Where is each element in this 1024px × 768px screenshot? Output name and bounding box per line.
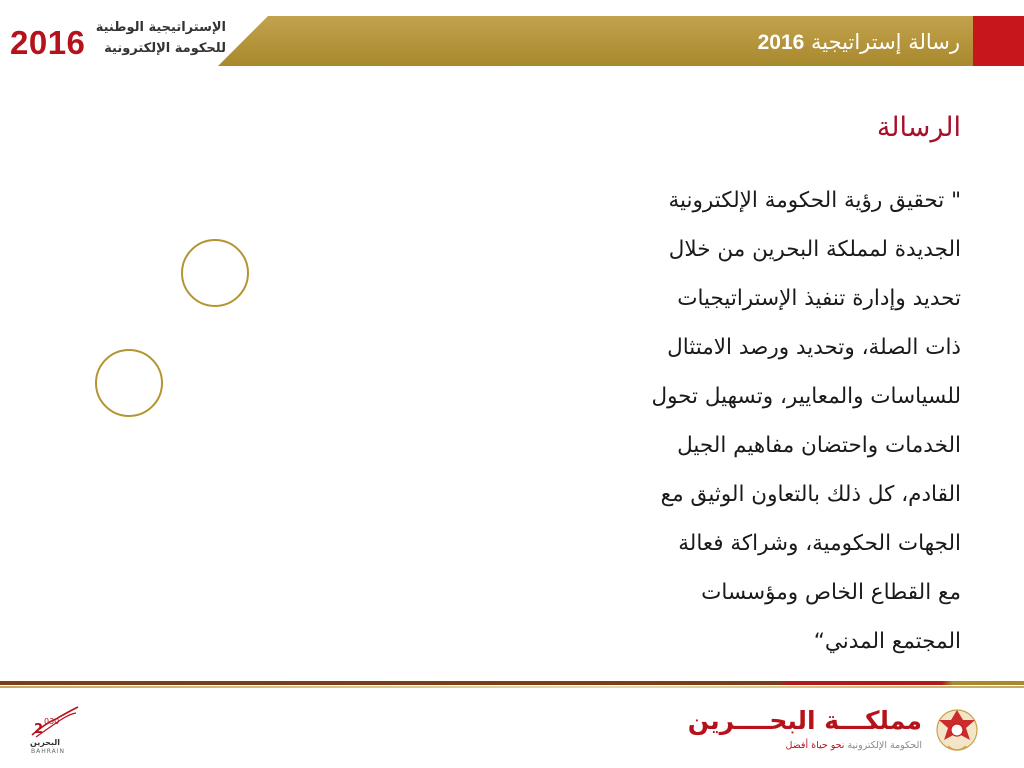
emblem-icon xyxy=(932,702,982,756)
footer-divider xyxy=(0,681,1024,685)
mission-line: الجديدة لمملكة البحرين من خلال xyxy=(668,237,961,262)
mission-line: " تحقيق رؤية الحكومة الإلكترونية xyxy=(668,188,961,213)
mission-line: مع القطاع الخاص ومؤسسات xyxy=(701,580,961,605)
egov-logo xyxy=(687,700,1002,758)
slide-heading: الرسالة xyxy=(876,112,961,143)
logo-line1: الإستراتيجية الوطنية xyxy=(95,20,226,35)
mission-line: الخدمات واحتضان مفاهيم الجيل xyxy=(677,433,961,458)
egov-logo-title: مملكـــة البحــــرين xyxy=(687,706,922,735)
egov-logo-tagline-part2: نحو حياة أفضل xyxy=(785,740,845,751)
mission-line: تحديد وإدارة تنفيذ الإستراتيجيات xyxy=(677,286,961,311)
decorative-circle-top xyxy=(181,239,249,307)
vision-logo-sub: BAHRAIN xyxy=(31,748,66,755)
logo-year: 2016 xyxy=(10,24,86,61)
svg-text:2: 2 xyxy=(34,722,44,737)
decorative-circle-bottom xyxy=(95,349,163,417)
mission-line: المجتمع المدني“ xyxy=(813,629,961,654)
header-title-year: 2016 xyxy=(757,31,805,54)
mission-text xyxy=(541,176,961,666)
mission-line: الجهات الحكومية، وشراكة فعالة xyxy=(678,531,961,556)
egov-logo-tagline-part1: الحكومة الإلكترونية xyxy=(847,740,922,751)
strategy-logo xyxy=(6,14,238,70)
logo-line2: للحكومة الإلكترونية xyxy=(104,41,226,56)
vision-logo-label: البحرين xyxy=(30,738,60,747)
header-title-text: رسالة إستراتيجية xyxy=(811,30,960,54)
svg-text:030: 030 xyxy=(44,717,60,726)
mission-line: للسياسات والمعايير، وتسهيل تحول xyxy=(651,384,961,409)
header-title xyxy=(758,30,960,55)
mission-line: القادم، كل ذلك بالتعاون الوثيق مع xyxy=(660,482,961,507)
footer-divider-accent xyxy=(0,686,1024,688)
egov-logo-tagline xyxy=(785,740,922,751)
mission-line: ذات الصلة، وتحديد ورصد الامتثال xyxy=(667,335,961,360)
